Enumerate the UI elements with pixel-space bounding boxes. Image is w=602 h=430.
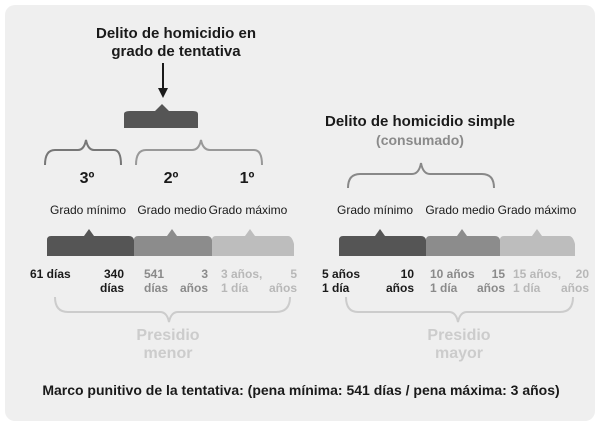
tick-15-anos-1-dia-line2: 1 día	[513, 281, 541, 295]
presidio-menor-line1: Presidio	[136, 327, 200, 344]
tick-3-anos-line2: años	[179, 281, 208, 295]
tentativa-title-line1: Delito de homicidio en	[95, 25, 257, 42]
brace-3rd-degree	[45, 140, 121, 165]
tick-3-anos-1-dia-line1: 3 años,	[221, 267, 263, 281]
tick-5-anos-line1: 5	[290, 267, 297, 281]
presidio-menor-brace	[55, 297, 290, 322]
presidio-mayor-line1: Presidio	[427, 327, 491, 344]
tick-20-anos-line2: años	[560, 281, 589, 295]
tick-340-line2: días	[99, 281, 124, 295]
right-grade-min-label: Grado mínimo	[336, 203, 414, 217]
tick-3-anos-1-dia-line2: 1 día	[221, 281, 249, 295]
right-grade-med-label: Grado medio	[425, 203, 495, 217]
tick-340-line1: 340	[103, 267, 124, 281]
tick-15-anos-line1: 15	[491, 267, 505, 281]
presidio-menor-line2: menor	[143, 345, 193, 362]
footer-marco-punitivo: Marco punitivo de la tentativa: (pena mínima: 541 días / pena máxima: 3 años)	[42, 382, 560, 398]
tick-15-anos-line2: años	[476, 281, 505, 295]
tick-5-anos-1-dia-line2: 1 día	[322, 281, 350, 295]
left-grade-med-label: Grado medio	[137, 203, 207, 217]
left-segment-min	[47, 229, 134, 256]
degree-1: 1º	[239, 170, 255, 187]
left-grade-max-label: Grado máximo	[208, 203, 288, 217]
tick-3-anos-line1: 3	[201, 267, 208, 281]
right-segment-med	[426, 229, 500, 256]
tentativa-title-line2: grado de tentativa	[111, 43, 241, 60]
left-grade-min-label: Grado mínimo	[49, 203, 127, 217]
simple-top-brace	[348, 163, 494, 188]
right-grade-max-label: Grado máximo	[497, 203, 577, 217]
right-segment-max	[500, 229, 575, 256]
simple-title: Delito de homicidio simple	[324, 113, 516, 130]
degree-3: 3º	[79, 170, 95, 187]
left-segment-med	[134, 229, 212, 256]
tick-5-anos-line2: años	[268, 281, 297, 295]
right-segment-min	[339, 229, 426, 256]
degree-2: 2º	[163, 170, 179, 187]
tick-541-line2: días	[144, 281, 169, 295]
tick-10-anos-1-dia-line1: 10 años	[430, 267, 475, 281]
brace-2nd-1st-degree	[136, 140, 262, 165]
tick-541-line1: 541	[144, 267, 165, 281]
down-arrow-icon	[158, 63, 168, 98]
tick-10-anos-line1: 10	[400, 267, 414, 281]
presidio-mayor-brace	[346, 297, 573, 322]
simple-subtitle: (consumado)	[376, 132, 464, 148]
tick-61-dias: 61 días	[30, 267, 71, 281]
tick-10-anos-1-dia-line2: 1 día	[430, 281, 458, 295]
left-segment-max	[212, 229, 294, 256]
presidio-mayor-line2: mayor	[434, 345, 484, 362]
tick-15-anos-1-dia-line1: 15 años,	[513, 267, 562, 281]
tick-10-anos-line2: años	[385, 281, 414, 295]
tick-20-anos-line1: 20	[575, 267, 589, 281]
tentativa-range-marker	[124, 104, 198, 128]
tick-5-anos-1-dia-line1: 5 años	[322, 267, 361, 281]
